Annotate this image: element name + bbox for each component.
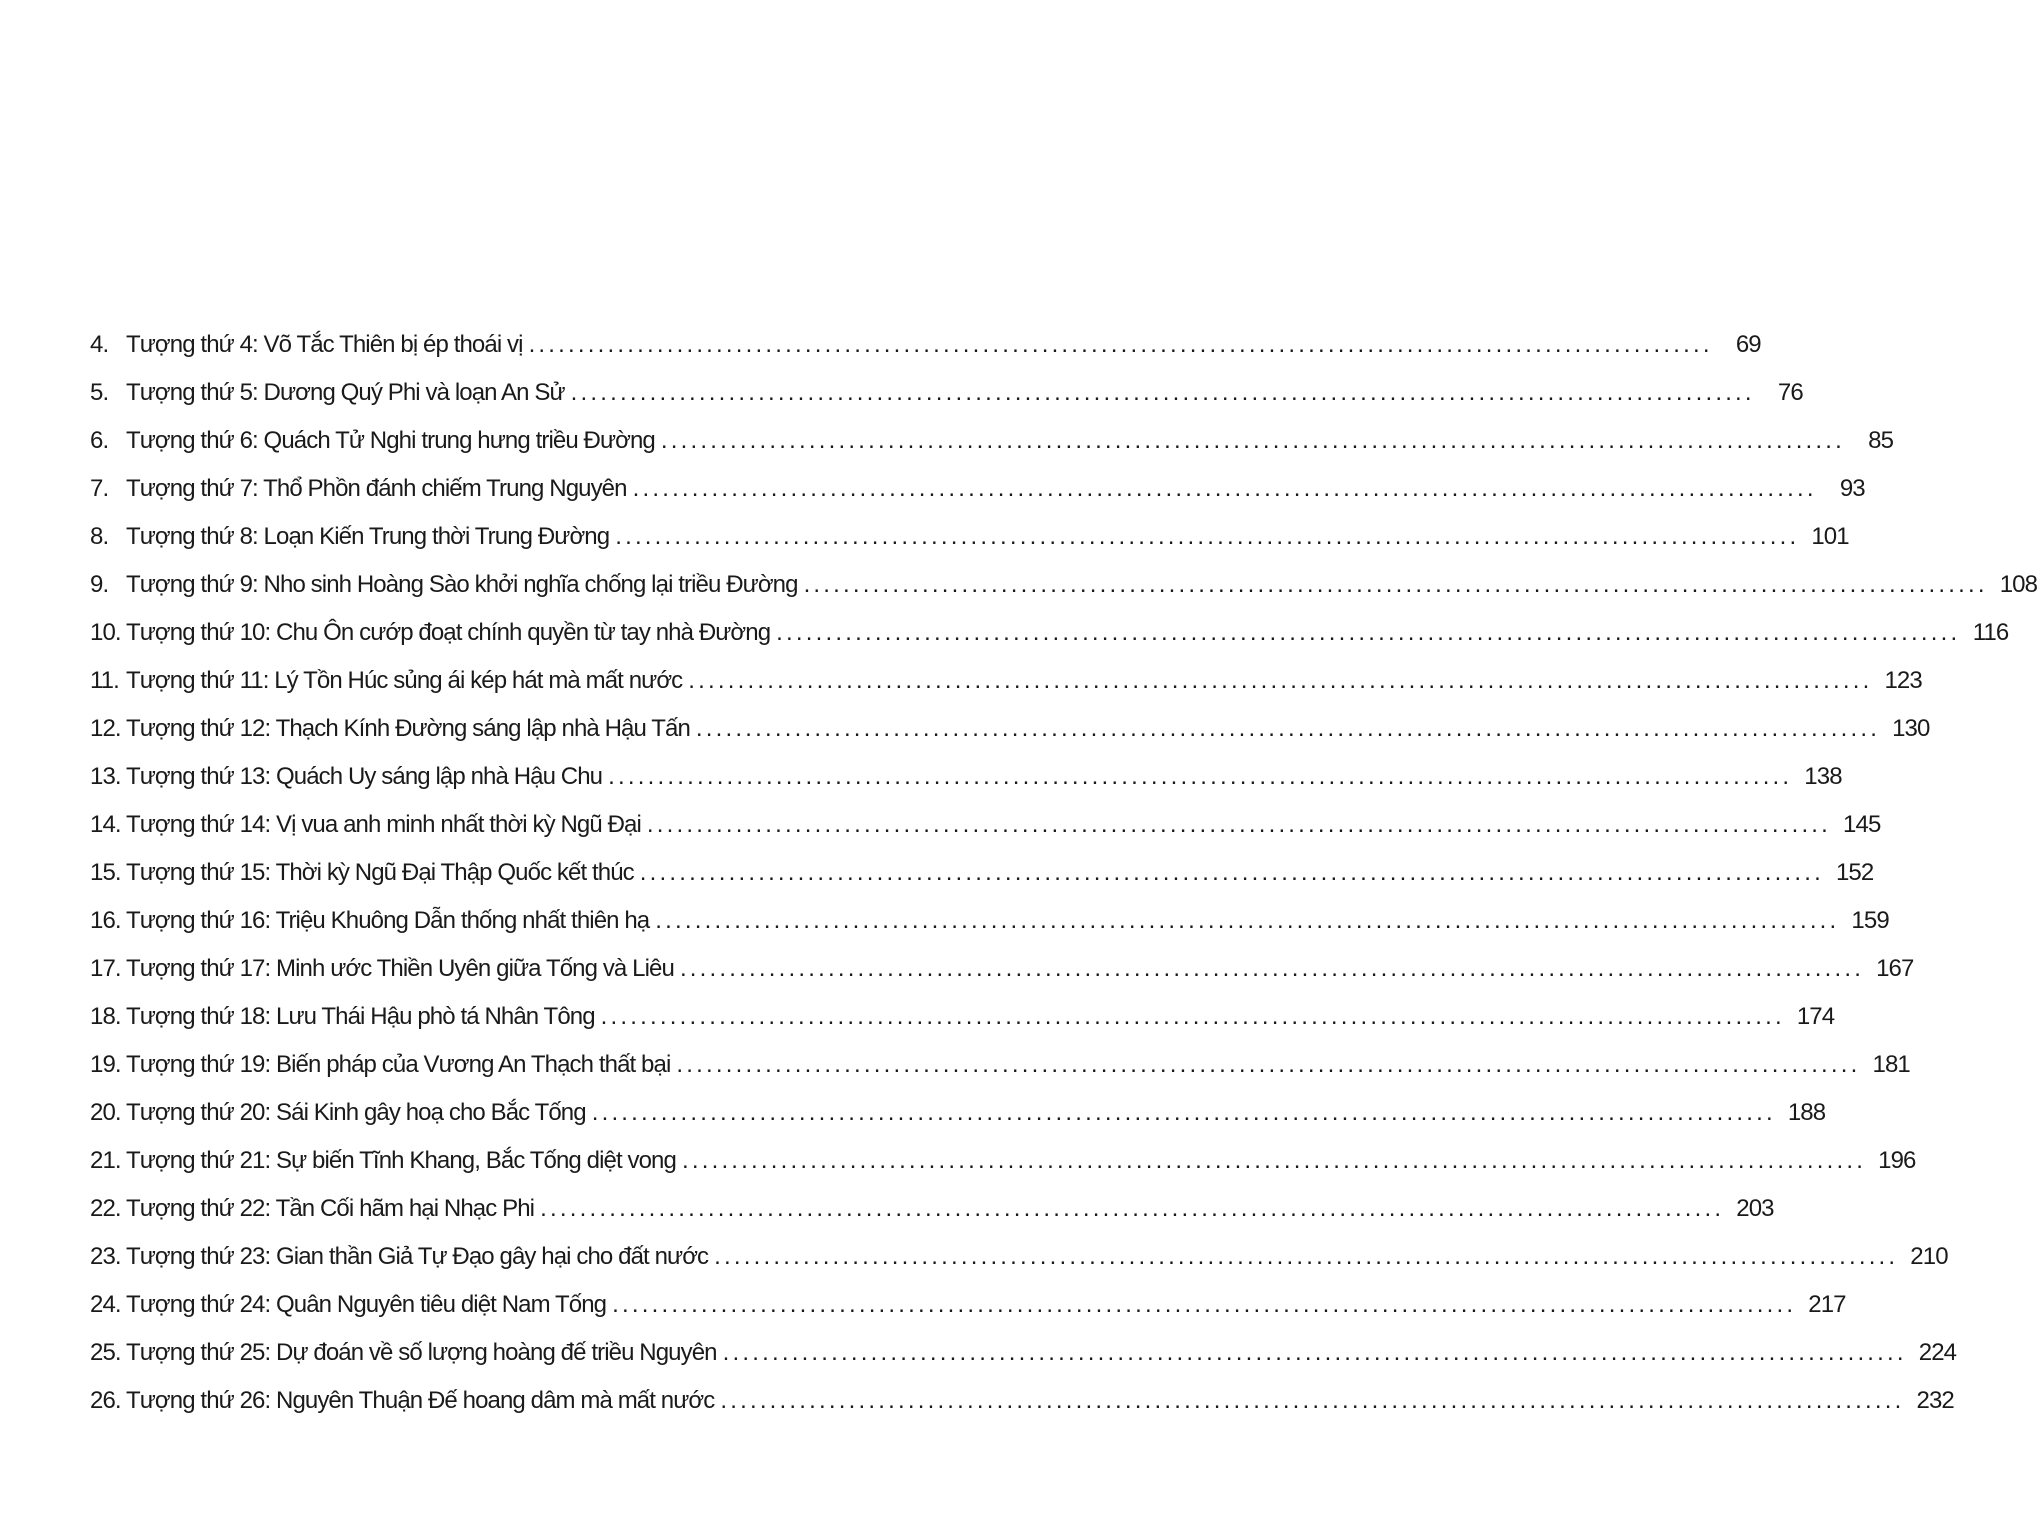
toc-entry [90, 427, 1894, 475]
entry-number: 12. [90, 715, 121, 742]
toc-entry [90, 475, 1865, 523]
entry-title: Tượng thứ 6: Quách Tử Nghi trung hưng triều Đường [126, 427, 655, 454]
entry-page-number: 145 [1843, 811, 1881, 838]
dot-leader: ........................................................................................................................ [639, 859, 1824, 886]
toc-entry [90, 667, 1922, 715]
entry-title: Tượng thứ 24: Quân Nguyên tiêu diệt Nam Tống [126, 1291, 607, 1318]
toc-entry [90, 763, 1842, 811]
entry-title: Tượng thứ 8: Loạn Kiến Trung thời Trung Đường [126, 523, 610, 550]
entry-title: Tượng thứ 22: Tần Cối hãm hại Nhạc Phi [126, 1195, 535, 1222]
toc-entry [90, 1195, 1774, 1243]
entry-page-number: 85 [1868, 427, 1894, 454]
dot-leader: ........................................................................................................................ [608, 763, 1793, 790]
dot-leader: ........................................................................................................................ [722, 1339, 1907, 1366]
dot-leader: ........................................................................................................................ [688, 667, 1873, 694]
toc-entry [90, 619, 2009, 667]
entry-page-number: 152 [1835, 859, 1874, 886]
dot-leader: ........................................................................................................................ [714, 1243, 1899, 1270]
entry-title: Tượng thứ 12: Thạch Kính Đường sáng lập nhà Hậu Tấn [126, 715, 690, 742]
dot-leader: ........................................................................................................................ [600, 1003, 1785, 1030]
entry-number: 24. [90, 1291, 121, 1318]
entry-page-number: 123 [1884, 667, 1922, 694]
dot-leader: ........................................................................................................................ [612, 1291, 1797, 1318]
entry-title: Tượng thứ 23: Gian thần Giả Tự Đạo gây hại cho đất nước [126, 1243, 709, 1270]
entry-page-number: 93 [1839, 475, 1865, 502]
toc-entry [90, 331, 1761, 379]
dot-leader: ........................................................................................................................ [591, 1099, 1776, 1126]
entry-number: 11. [90, 667, 119, 694]
dot-leader: ........................................................................................................................ [632, 475, 1817, 502]
entry-title: Tượng thứ 7: Thổ Phồn đánh chiếm Trung Nguyên [126, 475, 627, 502]
dot-leader: ........................................................................................................................ [679, 955, 1865, 982]
dot-leader: ........................................................................................................................ [646, 811, 1832, 838]
toc-entry [90, 1243, 1948, 1291]
entry-page-number: 101 [1811, 523, 1849, 550]
entry-title: Tượng thứ 14: Vị vua anh minh nhất thời kỳ Ngũ Đại [126, 811, 641, 838]
entry-number: 6. [90, 427, 109, 454]
entry-title: Tượng thứ 5: Dương Quý Phi và loạn An Sử [126, 379, 565, 406]
entry-page-number: 210 [1910, 1243, 1948, 1270]
entry-number: 25. [90, 1339, 121, 1366]
entry-title: Tượng thứ 4: Võ Tắc Thiên bị ép thoái vị [126, 331, 523, 358]
entry-page-number: 196 [1878, 1147, 1916, 1174]
entry-number: 16. [90, 907, 121, 934]
toc-entry [90, 1003, 1835, 1051]
entry-page-number: 188 [1787, 1099, 1826, 1126]
entry-title: Tượng thứ 15: Thời kỳ Ngũ Đại Thập Quốc kết thúc [126, 859, 634, 886]
entry-page-number: 203 [1736, 1195, 1774, 1222]
entry-page-number: 130 [1892, 715, 1930, 742]
entry-number: 26. [90, 1387, 121, 1414]
entry-number: 22. [90, 1195, 121, 1222]
toc-entry [90, 523, 1849, 571]
entry-title: Tượng thứ 20: Sái Kinh gây hoạ cho Bắc Tống [126, 1099, 586, 1126]
toc-entry [90, 571, 2037, 619]
entry-page-number: 174 [1796, 1003, 1835, 1030]
toc-entry [90, 715, 1930, 763]
dot-leader: ........................................................................................................................ [720, 1387, 1905, 1414]
entry-number: 9. [90, 571, 109, 598]
toc-entry [90, 1147, 1916, 1195]
dot-leader: ........................................................................................................................ [695, 715, 1881, 742]
entry-number: 18. [90, 1003, 121, 1030]
dot-leader: ........................................................................................................................ [528, 331, 1713, 358]
dot-leader: ........................................................................................................................ [660, 427, 1846, 454]
entry-number: 23. [90, 1243, 121, 1270]
entry-page-number: 108 [1999, 571, 2037, 598]
entry-number: 5. [90, 379, 109, 406]
entry-title: Tượng thứ 13: Quách Uy sáng lập nhà Hậu Chu [126, 763, 603, 790]
entry-page-number: 217 [1808, 1291, 1846, 1318]
entry-title: Tượng thứ 11: Lý Tồn Húc sủng ái kép hát mà mất nước [126, 667, 683, 694]
entry-title: Tượng thứ 26: Nguyên Thuận Đế hoang dâm mà mất nước [126, 1387, 715, 1414]
entry-page-number: 116 [1972, 619, 2009, 646]
entry-page-number: 76 [1777, 379, 1803, 406]
dot-leader: ........................................................................................................................ [570, 379, 1755, 406]
toc-entry [90, 1051, 1910, 1099]
entry-number: 19. [90, 1051, 121, 1078]
toc-entry [90, 1339, 1957, 1387]
entry-page-number: 69 [1735, 331, 1761, 358]
toc-entry [90, 811, 1881, 859]
entry-page-number: 224 [1918, 1339, 1957, 1366]
entry-title: Tượng thứ 16: Triệu Khuông Dẫn thống nhất thiên hạ [126, 907, 650, 934]
entry-number: 8. [90, 523, 109, 550]
toc-entry [90, 859, 1874, 907]
toc-entry [90, 955, 1914, 1003]
entry-number: 15. [90, 859, 121, 886]
dot-leader: ........................................................................................................................ [681, 1147, 1867, 1174]
entry-title: Tượng thứ 25: Dự đoán về số lượng hoàng đế triều Nguyên [126, 1339, 717, 1366]
entry-page-number: 181 [1872, 1051, 1910, 1078]
entry-number: 4. [90, 331, 109, 358]
entry-page-number: 138 [1804, 763, 1842, 790]
entry-number: 20. [90, 1099, 121, 1126]
entry-page-number: 167 [1876, 955, 1914, 982]
dot-leader: ........................................................................................................................ [615, 523, 1800, 550]
toc-entry [90, 907, 1889, 955]
entry-number: 14. [90, 811, 121, 838]
dot-leader: ........................................................................................................................ [776, 619, 1961, 646]
entry-page-number: 159 [1851, 907, 1889, 934]
dot-leader: ........................................................................................................................ [540, 1195, 1725, 1222]
toc-entry [90, 1291, 1846, 1339]
entry-title: Tượng thứ 17: Minh ước Thiền Uyên giữa Tống và Liêu [126, 955, 674, 982]
entry-title: Tượng thứ 19: Biến pháp của Vương An Thạch thất bại [126, 1051, 671, 1078]
entry-number: 10. [90, 619, 121, 646]
entry-number: 7. [90, 475, 109, 502]
toc-entry [90, 1387, 1954, 1435]
toc-entry [90, 379, 1803, 427]
entry-page-number: 232 [1916, 1387, 1954, 1414]
entry-number: 17. [90, 955, 121, 982]
dot-leader: ........................................................................................................................ [676, 1051, 1861, 1078]
dot-leader: ........................................................................................................................ [655, 907, 1840, 934]
table-of-contents [90, 331, 2037, 1435]
toc-entry [90, 1099, 1826, 1147]
entry-title: Tượng thứ 18: Lưu Thái Hậu phò tá Nhân Tông [126, 1003, 595, 1030]
entry-title: Tượng thứ 10: Chu Ôn cướp đoạt chính quyền từ tay nhà Đường [126, 619, 771, 646]
entry-title: Tượng thứ 9: Nho sinh Hoàng Sào khởi nghĩa chống lại triều Đường [126, 571, 798, 598]
entry-number: 13. [90, 763, 121, 790]
dot-leader: ........................................................................................................................ [803, 571, 1988, 598]
entry-title: Tượng thứ 21: Sự biến Tĩnh Khang, Bắc Tống diệt vong [126, 1147, 676, 1174]
entry-number: 21. [90, 1147, 121, 1174]
